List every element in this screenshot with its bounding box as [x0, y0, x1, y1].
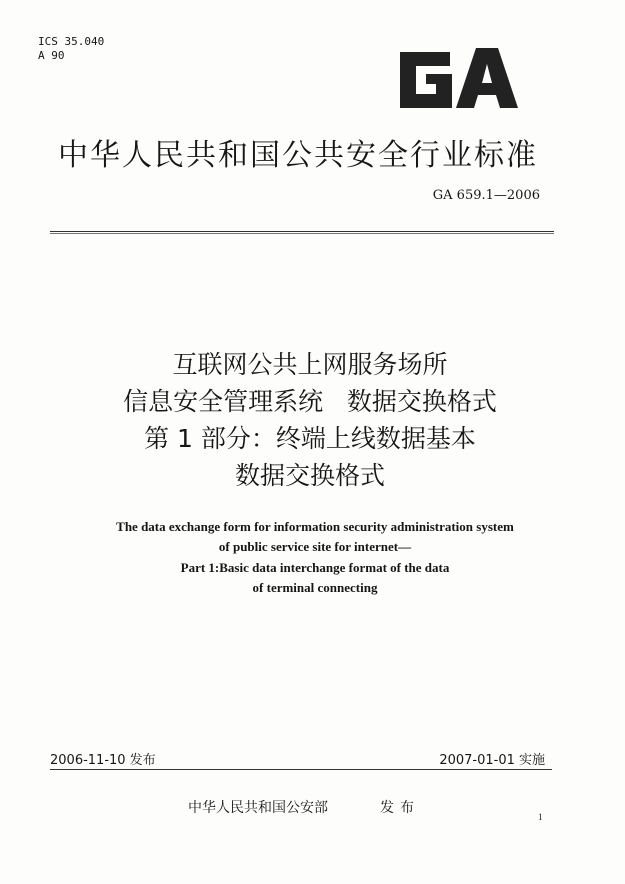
en-title-line-1: The data exchange form for information security administration system — [116, 519, 514, 534]
publish-date: 2006-11-10 发布 — [50, 753, 156, 768]
cn-title-line-4: 数据交换格式 — [234, 461, 385, 490]
logo-letter-g — [400, 52, 452, 108]
ccs-code: A 90 — [38, 49, 65, 62]
issuing-authority: 中华人民共和国公安部 — [188, 800, 328, 816]
standard-number: GA 659.1—2006 — [432, 188, 540, 203]
en-title-line-2: of public service site for internet— — [218, 539, 412, 554]
issue-label: 发布 — [380, 800, 420, 816]
ga-logo — [398, 46, 520, 112]
implementation-date: 2007-01-01 实施 — [439, 753, 545, 768]
page-number: 1 — [538, 812, 543, 822]
en-title-line-4: of terminal connecting — [252, 580, 378, 595]
logo-letter-a — [456, 48, 518, 108]
cn-title-line-1: 互联网公共上网服务场所 — [172, 350, 448, 379]
en-title-line-3: Part 1:Basic data interchange format of the data — [180, 560, 450, 575]
organization-title: 中华人民共和国公共安全行业标准 — [58, 138, 538, 173]
classification-codes — [38, 35, 104, 63]
header-divider-secondary — [50, 233, 554, 234]
footer-divider — [50, 769, 552, 770]
ics-code: ICS 35.040 — [38, 35, 105, 48]
cn-title-line-3: 第 1 部分：终端上线数据基本 — [144, 424, 476, 453]
header-divider — [50, 231, 554, 232]
cn-title-line-2: 信息安全管理系统 数据交换格式 — [123, 387, 497, 416]
